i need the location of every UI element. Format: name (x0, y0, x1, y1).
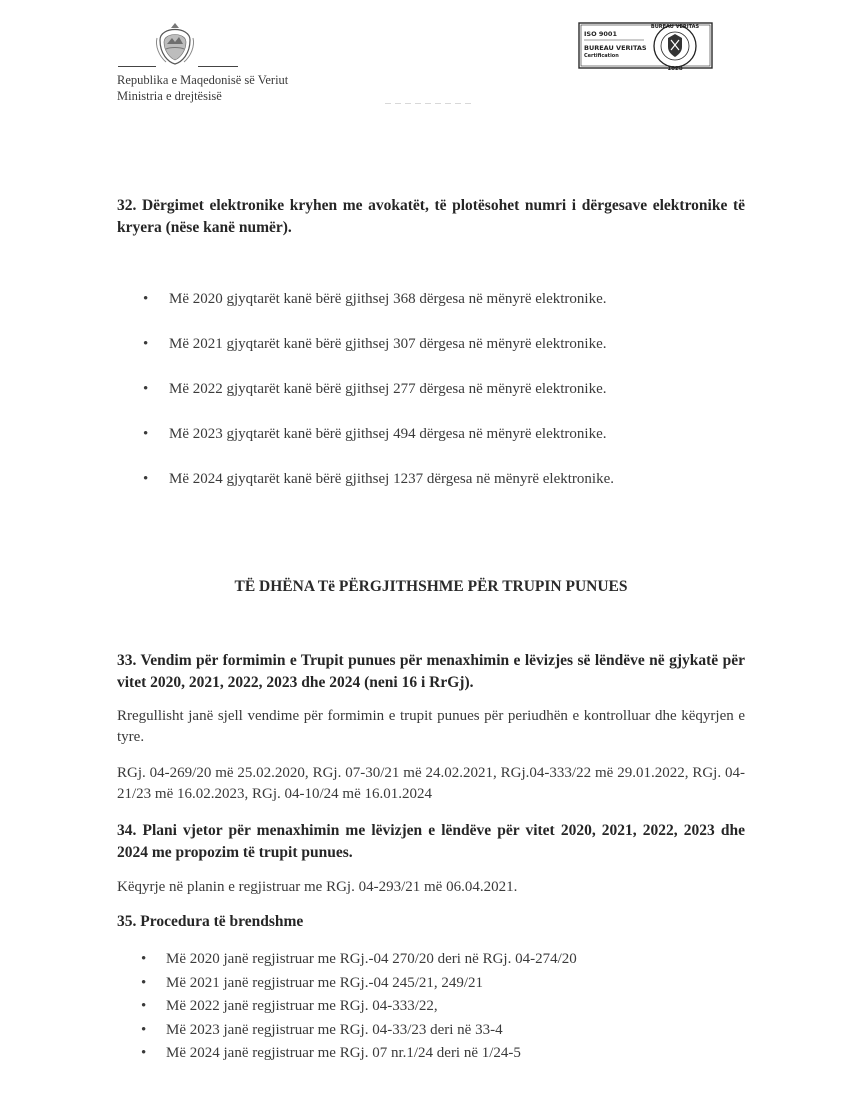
cert-year-text: 1828 (667, 66, 683, 72)
cert-sub-text: Certification (584, 53, 619, 59)
list-item: • Më 2024 janë regjistruar me RGj. 07 nr.1/24 deri në 1/24-5 (140, 1043, 740, 1067)
q32-bullet-list (140, 289, 740, 514)
list-item: • Më 2022 janë regjistruar me RGj. 04-333/22, (140, 996, 740, 1020)
header-institution (117, 72, 288, 104)
country-name: Republika e Maqedonisë së Veriut (117, 73, 289, 87)
question-35-heading: 35. Procedura të brendshme (117, 913, 304, 930)
section-title: TË DHËNA Të PËRGJITHSHME PËR TRUPIN PUNUES (234, 578, 628, 595)
ministry-name: Ministria e drejtësisë (117, 89, 222, 103)
q33-paragraph-1: Rregullisht janë sjell vendime për formimin e trupit punues për periudhën e kontrolluar dhe këqyrjen e tyre. (117, 708, 745, 745)
question-34-heading: 34. Plani vjetor për menaxhimin me lëvizjen e lëndëve për vitet 2020, 2021, 2022, 2023 dhe 2024 me propozim të trupit punues. (117, 822, 745, 861)
question-32-heading: 32. Dërgimet elektronike kryhen me avokatët, të plotësohet numri i dërgesave elektronike të kryera (nëse kanë numër). (117, 197, 745, 236)
cert-bureau-text: BUREAU VERITAS (584, 44, 647, 52)
question-33-heading: 33. Vendim për formimin e Trupit punues për menaxhimin e lëvizjes së lëndëve në gjykatë për vitet 2020, 2021, 2022, 2023 dhe 2024 (neni 16 i RrGj). (117, 652, 745, 691)
list-item: • Më 2023 gjyqtarët kanë bërë gjithsej 494 dërgesa në mënyrë elektronike. (140, 424, 740, 469)
list-item: • Më 2024 gjyqtarët kanë bërë gjithsej 1237 dërgesa në mënyrë elektronike. (140, 469, 740, 514)
bureau-veritas-certification-badge (578, 20, 714, 72)
list-item: • Më 2020 janë regjistruar me RGj.-04 270/20 deri në RGj. 04-274/20 (140, 949, 740, 973)
list-item: • Më 2020 gjyqtarët kanë bërë gjithsej 368 dërgesa në mënyrë elektronike. (140, 289, 740, 334)
q35-bullet-list (140, 949, 740, 1067)
cert-iso-text: ISO 9001 (584, 30, 617, 38)
list-item: • Më 2021 janë regjistruar me RGj.-04 245/21, 249/21 (140, 973, 740, 997)
q33-paragraph-2: RGj. 04-269/20 më 25.02.2020, RGj. 07-30/21 më 24.02.2021, RGj.04-333/22 më 29.01.2022, RGj. 04-21/23 më 16.02.2023, RGj. 04-10/24 më 16.01.2024 (117, 765, 745, 802)
coat-of-arms-emblem (152, 18, 198, 66)
q34-paragraph: Këqyrje në planin e regjistruar me RGj. 04-293/21 më 06.04.2021. (117, 879, 518, 895)
cert-ring-text: BUREAU VERITAS (650, 24, 700, 30)
scan-artifact (385, 92, 475, 95)
list-item: • Më 2022 gjyqtarët kanë bërë gjithsej 277 dërgesa në mënyrë elektronike. (140, 379, 740, 424)
list-item: • Më 2021 gjyqtarët kanë bërë gjithsej 307 dërgesa në mënyrë elektronike. (140, 334, 740, 379)
list-item: • Më 2023 janë regjistruar me RGj. 04-33/23 deri në 33-4 (140, 1020, 740, 1044)
